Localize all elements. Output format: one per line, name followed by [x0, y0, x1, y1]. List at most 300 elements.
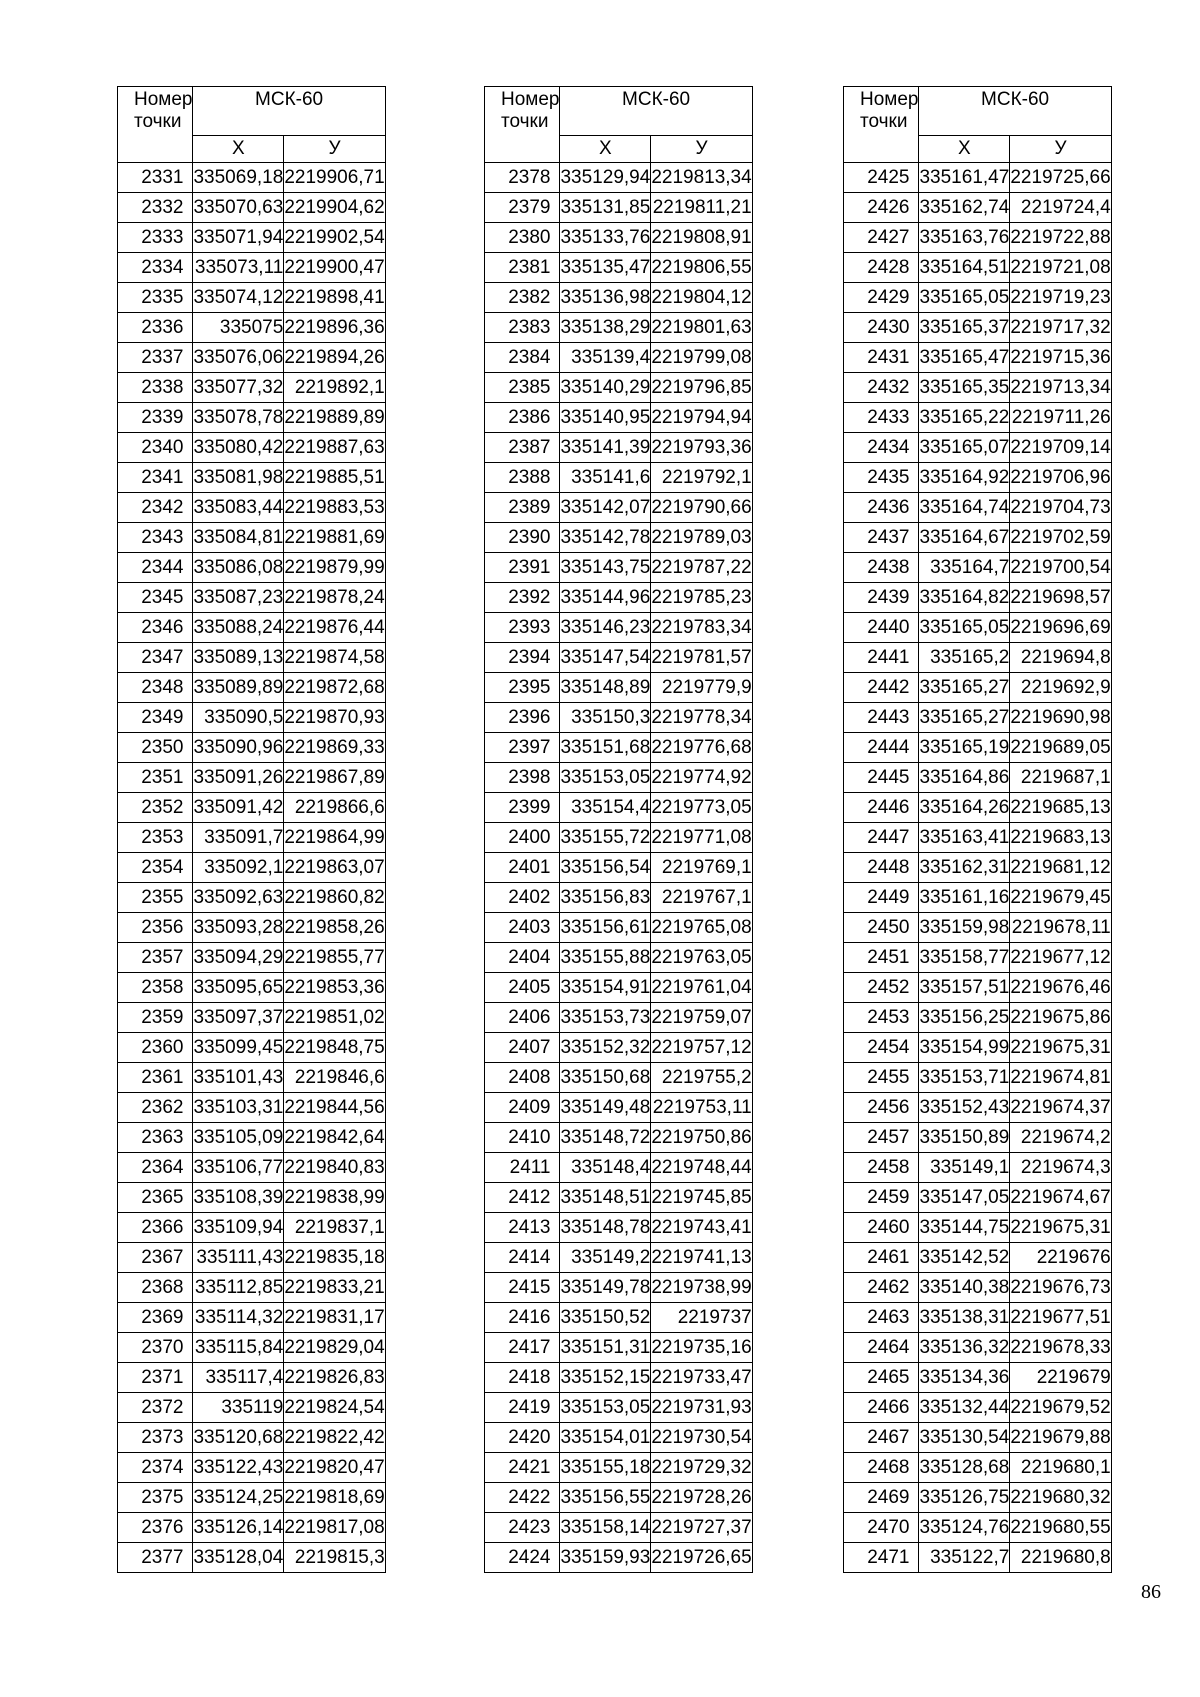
- table-row: [118, 1273, 386, 1303]
- x-coordinate-cell: 335074,12: [193, 283, 284, 313]
- point-number-header: Номер точки: [844, 87, 919, 163]
- y-coordinate-cell: 2219781,57: [651, 643, 752, 673]
- table-row: [485, 463, 753, 493]
- point-number-header: Номер точки: [118, 87, 193, 163]
- table-row: [485, 1333, 753, 1363]
- y-coordinate-cell: 2219704,73: [1010, 493, 1111, 523]
- table-row: [118, 793, 386, 823]
- table-row: [485, 913, 753, 943]
- x-coordinate-cell: 335155,88: [560, 943, 651, 973]
- x-coordinate-cell: 335152,32: [560, 1033, 651, 1063]
- point-number-cell: 2410: [485, 1123, 560, 1153]
- table-row: [485, 433, 753, 463]
- point-number-cell: 2402: [485, 883, 560, 913]
- point-number-cell: 2420: [485, 1423, 560, 1453]
- table-row: [485, 1003, 753, 1033]
- table-row: [118, 1183, 386, 1213]
- y-coordinate-cell: 2219759,07: [651, 1003, 752, 1033]
- y-coordinate-cell: 2219896,36: [284, 313, 385, 343]
- y-coordinate-cell: 2219676: [1010, 1243, 1111, 1273]
- y-coordinate-cell: 2219694,8: [1010, 643, 1111, 673]
- x-coordinate-cell: 335128,68: [919, 1453, 1010, 1483]
- table-row: [844, 673, 1112, 703]
- x-coordinate-cell: 335101,43: [193, 1063, 284, 1093]
- x-coordinate-cell: 335109,94: [193, 1213, 284, 1243]
- x-coordinate-cell: 335128,04: [193, 1543, 284, 1573]
- x-coordinate-cell: 335150,52: [560, 1303, 651, 1333]
- table-row: [844, 763, 1112, 793]
- point-number-cell: 2443: [844, 703, 919, 733]
- point-number-cell: 2366: [118, 1213, 193, 1243]
- table-row: [844, 313, 1112, 343]
- x-coordinate-cell: 335155,18: [560, 1453, 651, 1483]
- x-coordinate-cell: 335165,35: [919, 373, 1010, 403]
- point-number-cell: 2456: [844, 1093, 919, 1123]
- table-row: [118, 1363, 386, 1393]
- table-row: [485, 373, 753, 403]
- y-coordinate-cell: 2219870,93: [284, 703, 385, 733]
- y-coordinate-cell: 2219685,13: [1010, 793, 1111, 823]
- x-coordinate-cell: 335070,63: [193, 193, 284, 223]
- table-row: [118, 1423, 386, 1453]
- x-coordinate-cell: 335150,68: [560, 1063, 651, 1093]
- y-coordinate-cell: 2219883,53: [284, 493, 385, 523]
- y-coordinate-cell: 2219724,4: [1010, 193, 1111, 223]
- x-coordinate-cell: 335117,4: [193, 1363, 284, 1393]
- table-row: [118, 1243, 386, 1273]
- point-number-cell: 2362: [118, 1093, 193, 1123]
- point-number-cell: 2352: [118, 793, 193, 823]
- table-row: [844, 703, 1112, 733]
- y-coordinate-cell: 2219829,04: [284, 1333, 385, 1363]
- coordinate-system-header: МСК-60: [560, 87, 752, 136]
- table-row: [844, 643, 1112, 673]
- point-number-cell: 2342: [118, 493, 193, 523]
- table-row: [118, 1543, 386, 1573]
- point-number-cell: 2369: [118, 1303, 193, 1333]
- point-number-cell: 2365: [118, 1183, 193, 1213]
- point-number-cell: 2470: [844, 1513, 919, 1543]
- table-row: [844, 1153, 1112, 1183]
- table-row: [485, 553, 753, 583]
- table-row: [844, 1303, 1112, 1333]
- point-number-cell: 2436: [844, 493, 919, 523]
- table-row: [844, 1183, 1112, 1213]
- x-coordinate-cell: 335091,26: [193, 763, 284, 793]
- x-coordinate-cell: 335165,2: [919, 643, 1010, 673]
- table-row: [118, 733, 386, 763]
- point-number-cell: 2355: [118, 883, 193, 913]
- x-coordinate-cell: 335148,89: [560, 673, 651, 703]
- x-coordinate-cell: 335090,5: [193, 703, 284, 733]
- x-coordinate-cell: 335165,47: [919, 343, 1010, 373]
- point-number-cell: 2359: [118, 1003, 193, 1033]
- coordinate-table-1: [117, 86, 386, 1573]
- point-number-cell: 2450: [844, 913, 919, 943]
- point-number-cell: 2383: [485, 313, 560, 343]
- point-number-cell: 2374: [118, 1453, 193, 1483]
- table-row: [844, 1003, 1112, 1033]
- y-header: У: [651, 136, 752, 163]
- table-row: [118, 943, 386, 973]
- table-row: [485, 1033, 753, 1063]
- table-row: [118, 883, 386, 913]
- table-row: [118, 223, 386, 253]
- point-number-cell: 2392: [485, 583, 560, 613]
- point-number-cell: 2337: [118, 343, 193, 373]
- table-row: [485, 1213, 753, 1243]
- point-number-cell: 2426: [844, 193, 919, 223]
- table-row: [485, 1273, 753, 1303]
- x-coordinate-cell: 335084,81: [193, 523, 284, 553]
- point-number-cell: 2382: [485, 283, 560, 313]
- point-number-cell: 2411: [485, 1153, 560, 1183]
- x-coordinate-cell: 335149,78: [560, 1273, 651, 1303]
- x-coordinate-cell: 335132,44: [919, 1393, 1010, 1423]
- x-coordinate-cell: 335165,05: [919, 283, 1010, 313]
- table-row: [844, 223, 1112, 253]
- x-coordinate-cell: 335088,24: [193, 613, 284, 643]
- y-coordinate-cell: 2219815,3: [284, 1543, 385, 1573]
- x-coordinate-cell: 335131,85: [560, 193, 651, 223]
- y-coordinate-cell: 2219860,82: [284, 883, 385, 913]
- x-coordinate-cell: 335157,51: [919, 973, 1010, 1003]
- point-number-cell: 2463: [844, 1303, 919, 1333]
- table-row: [118, 193, 386, 223]
- table-row: [844, 1333, 1112, 1363]
- table-row: [118, 463, 386, 493]
- point-number-cell: 2345: [118, 583, 193, 613]
- x-header: Х: [193, 136, 284, 163]
- y-coordinate-cell: 2219838,99: [284, 1183, 385, 1213]
- x-coordinate-cell: 335153,73: [560, 1003, 651, 1033]
- x-coordinate-cell: 335140,95: [560, 403, 651, 433]
- x-coordinate-cell: 335112,85: [193, 1273, 284, 1303]
- point-number-cell: 2385: [485, 373, 560, 403]
- table-row: [485, 1303, 753, 1333]
- table-row: [844, 193, 1112, 223]
- table-row: [118, 973, 386, 1003]
- x-coordinate-cell: 335071,94: [193, 223, 284, 253]
- y-coordinate-cell: 2219680,55: [1010, 1513, 1111, 1543]
- table-row: [485, 643, 753, 673]
- point-number-cell: 2418: [485, 1363, 560, 1393]
- y-coordinate-cell: 2219674,37: [1010, 1093, 1111, 1123]
- x-coordinate-cell: 335099,45: [193, 1033, 284, 1063]
- y-coordinate-cell: 2219822,42: [284, 1423, 385, 1453]
- y-coordinate-cell: 2219674,3: [1010, 1153, 1111, 1183]
- table-row: [844, 403, 1112, 433]
- point-number-cell: 2458: [844, 1153, 919, 1183]
- x-coordinate-cell: 335126,14: [193, 1513, 284, 1543]
- table-row: [844, 1423, 1112, 1453]
- x-coordinate-cell: 335151,68: [560, 733, 651, 763]
- x-coordinate-cell: 335156,54: [560, 853, 651, 883]
- point-number-cell: 2349: [118, 703, 193, 733]
- point-number-cell: 2380: [485, 223, 560, 253]
- x-coordinate-cell: 335077,32: [193, 373, 284, 403]
- x-coordinate-cell: 335140,29: [560, 373, 651, 403]
- point-number-cell: 2460: [844, 1213, 919, 1243]
- point-number-cell: 2338: [118, 373, 193, 403]
- point-number-cell: 2424: [485, 1543, 560, 1573]
- point-number-cell: 2331: [118, 163, 193, 193]
- x-coordinate-cell: 335144,96: [560, 583, 651, 613]
- y-coordinate-cell: 2219874,58: [284, 643, 385, 673]
- y-coordinate-cell: 2219675,31: [1010, 1213, 1111, 1243]
- point-number-cell: 2467: [844, 1423, 919, 1453]
- y-coordinate-cell: 2219683,13: [1010, 823, 1111, 853]
- point-number-cell: 2469: [844, 1483, 919, 1513]
- y-header: У: [1010, 136, 1111, 163]
- table-row: [118, 253, 386, 283]
- x-coordinate-cell: 335092,63: [193, 883, 284, 913]
- point-number-cell: 2346: [118, 613, 193, 643]
- point-number-cell: 2428: [844, 253, 919, 283]
- y-coordinate-cell: 2219848,75: [284, 1033, 385, 1063]
- x-coordinate-cell: 335095,65: [193, 973, 284, 1003]
- table-row: [118, 163, 386, 193]
- y-coordinate-cell: 2219771,08: [651, 823, 752, 853]
- table-row: [485, 823, 753, 853]
- table-row: [485, 1543, 753, 1573]
- y-coordinate-cell: 2219842,64: [284, 1123, 385, 1153]
- x-coordinate-cell: 335155,72: [560, 823, 651, 853]
- point-number-cell: 2388: [485, 463, 560, 493]
- y-coordinate-cell: 2219679: [1010, 1363, 1111, 1393]
- table-row: [118, 553, 386, 583]
- point-number-cell: 2361: [118, 1063, 193, 1093]
- point-number-cell: 2466: [844, 1393, 919, 1423]
- y-coordinate-cell: 2219846,6: [284, 1063, 385, 1093]
- y-coordinate-cell: 2219906,71: [284, 163, 385, 193]
- y-coordinate-cell: 2219689,05: [1010, 733, 1111, 763]
- y-coordinate-cell: 2219806,55: [651, 253, 752, 283]
- x-coordinate-cell: 335165,19: [919, 733, 1010, 763]
- x-coordinate-cell: 335143,75: [560, 553, 651, 583]
- point-number-cell: 2407: [485, 1033, 560, 1063]
- point-number-cell: 2375: [118, 1483, 193, 1513]
- x-coordinate-cell: 335156,55: [560, 1483, 651, 1513]
- point-number-cell: 2451: [844, 943, 919, 973]
- y-coordinate-cell: 2219711,26: [1010, 403, 1111, 433]
- y-coordinate-cell: 2219680,1: [1010, 1453, 1111, 1483]
- x-coordinate-cell: 335129,94: [560, 163, 651, 193]
- point-number-cell: 2433: [844, 403, 919, 433]
- point-number-cell: 2343: [118, 523, 193, 553]
- point-number-cell: 2348: [118, 673, 193, 703]
- point-number-cell: 2471: [844, 1543, 919, 1573]
- table-row: [118, 1123, 386, 1153]
- x-coordinate-cell: 335156,25: [919, 1003, 1010, 1033]
- x-coordinate-cell: 335086,08: [193, 553, 284, 583]
- y-coordinate-cell: 2219676,46: [1010, 973, 1111, 1003]
- x-coordinate-cell: 335158,77: [919, 943, 1010, 973]
- x-coordinate-cell: 335136,98: [560, 283, 651, 313]
- table-row: [844, 523, 1112, 553]
- x-coordinate-cell: 335103,31: [193, 1093, 284, 1123]
- y-coordinate-cell: 2219804,12: [651, 283, 752, 313]
- x-coordinate-cell: 335083,44: [193, 493, 284, 523]
- page-number: 86: [1141, 1581, 1161, 1603]
- x-coordinate-cell: 335152,15: [560, 1363, 651, 1393]
- point-number-cell: 2400: [485, 823, 560, 853]
- table-row: [485, 283, 753, 313]
- table-row: [485, 793, 753, 823]
- point-number-cell: 2437: [844, 523, 919, 553]
- x-coordinate-cell: 335158,14: [560, 1513, 651, 1543]
- y-coordinate-cell: 2219698,57: [1010, 583, 1111, 613]
- point-number-cell: 2425: [844, 163, 919, 193]
- x-coordinate-cell: 335146,23: [560, 613, 651, 643]
- y-coordinate-cell: 2219677,51: [1010, 1303, 1111, 1333]
- x-coordinate-cell: 335073,11: [193, 253, 284, 283]
- table-row: [485, 1123, 753, 1153]
- y-coordinate-cell: 2219676,73: [1010, 1273, 1111, 1303]
- y-coordinate-cell: 2219677,12: [1010, 943, 1111, 973]
- table-row: [118, 1453, 386, 1483]
- point-number-cell: 2427: [844, 223, 919, 253]
- y-coordinate-cell: 2219687,1: [1010, 763, 1111, 793]
- y-coordinate-cell: 2219902,54: [284, 223, 385, 253]
- point-number-cell: 2384: [485, 343, 560, 373]
- point-number-cell: 2341: [118, 463, 193, 493]
- table-row: [844, 1123, 1112, 1153]
- x-coordinate-cell: 335152,43: [919, 1093, 1010, 1123]
- point-number-cell: 2340: [118, 433, 193, 463]
- x-coordinate-cell: 335165,27: [919, 703, 1010, 733]
- x-coordinate-cell: 335148,78: [560, 1213, 651, 1243]
- y-coordinate-cell: 2219735,16: [651, 1333, 752, 1363]
- table-row: [485, 1423, 753, 1453]
- y-coordinate-cell: 2219702,59: [1010, 523, 1111, 553]
- x-coordinate-cell: 335135,47: [560, 253, 651, 283]
- y-coordinate-cell: 2219790,66: [651, 493, 752, 523]
- table-row: [485, 1093, 753, 1123]
- point-number-cell: 2360: [118, 1033, 193, 1063]
- y-coordinate-cell: 2219869,33: [284, 733, 385, 763]
- table-row: [118, 1393, 386, 1423]
- table-row: [485, 193, 753, 223]
- y-coordinate-cell: 2219675,31: [1010, 1033, 1111, 1063]
- y-coordinate-cell: 2219680,32: [1010, 1483, 1111, 1513]
- y-coordinate-cell: 2219881,69: [284, 523, 385, 553]
- y-coordinate-cell: 2219729,32: [651, 1453, 752, 1483]
- x-coordinate-cell: 335069,18: [193, 163, 284, 193]
- point-number-cell: 2398: [485, 763, 560, 793]
- table-row: [118, 1153, 386, 1183]
- x-coordinate-cell: 335149,2: [560, 1243, 651, 1273]
- y-coordinate-cell: 2219863,07: [284, 853, 385, 883]
- y-coordinate-cell: 2219864,99: [284, 823, 385, 853]
- point-number-cell: 2394: [485, 643, 560, 673]
- y-coordinate-cell: 2219793,36: [651, 433, 752, 463]
- x-coordinate-cell: 335087,23: [193, 583, 284, 613]
- x-coordinate-cell: 335164,26: [919, 793, 1010, 823]
- point-number-cell: 2417: [485, 1333, 560, 1363]
- y-coordinate-cell: 2219878,24: [284, 583, 385, 613]
- y-coordinate-cell: 2219778,34: [651, 703, 752, 733]
- y-coordinate-cell: 2219817,08: [284, 1513, 385, 1543]
- x-coordinate-cell: 335106,77: [193, 1153, 284, 1183]
- table-row: [485, 1243, 753, 1273]
- point-number-cell: 2430: [844, 313, 919, 343]
- point-number-cell: 2444: [844, 733, 919, 763]
- point-number-cell: 2339: [118, 403, 193, 433]
- point-number-cell: 2358: [118, 973, 193, 1003]
- x-coordinate-cell: 335115,84: [193, 1333, 284, 1363]
- point-number-cell: 2350: [118, 733, 193, 763]
- table-row: [844, 283, 1112, 313]
- y-coordinate-cell: 2219801,63: [651, 313, 752, 343]
- y-coordinate-cell: 2219748,44: [651, 1153, 752, 1183]
- table-row: [118, 403, 386, 433]
- point-number-cell: 2368: [118, 1273, 193, 1303]
- y-coordinate-cell: 2219889,89: [284, 403, 385, 433]
- y-coordinate-cell: 2219757,12: [651, 1033, 752, 1063]
- x-coordinate-cell: 335078,78: [193, 403, 284, 433]
- point-number-cell: 2429: [844, 283, 919, 313]
- table-row: [485, 1453, 753, 1483]
- x-coordinate-cell: 335130,54: [919, 1423, 1010, 1453]
- point-number-cell: 2438: [844, 553, 919, 583]
- y-coordinate-cell: 2219831,17: [284, 1303, 385, 1333]
- table-row: [844, 343, 1112, 373]
- table-row: [844, 1213, 1112, 1243]
- table-row: [118, 1303, 386, 1333]
- table-row: [485, 1363, 753, 1393]
- table-row: [118, 313, 386, 343]
- x-coordinate-cell: 335153,05: [560, 1393, 651, 1423]
- x-coordinate-cell: 335163,41: [919, 823, 1010, 853]
- table-row: [485, 493, 753, 523]
- y-coordinate-cell: 2219787,22: [651, 553, 752, 583]
- y-coordinate-cell: 2219679,88: [1010, 1423, 1111, 1453]
- x-coordinate-cell: 335165,22: [919, 403, 1010, 433]
- y-coordinate-cell: 2219844,56: [284, 1093, 385, 1123]
- point-number-cell: 2354: [118, 853, 193, 883]
- point-number-cell: 2461: [844, 1243, 919, 1273]
- table-row: [844, 823, 1112, 853]
- x-coordinate-cell: 335089,89: [193, 673, 284, 703]
- y-coordinate-cell: 2219733,47: [651, 1363, 752, 1393]
- point-number-cell: 2405: [485, 973, 560, 1003]
- x-coordinate-cell: 335150,89: [919, 1123, 1010, 1153]
- table-row: [485, 1393, 753, 1423]
- y-coordinate-cell: 2219866,6: [284, 793, 385, 823]
- y-coordinate-cell: 2219753,11: [651, 1093, 752, 1123]
- point-number-cell: 2435: [844, 463, 919, 493]
- table-row: [844, 373, 1112, 403]
- table-row: [118, 1513, 386, 1543]
- x-coordinate-cell: 335120,68: [193, 1423, 284, 1453]
- x-coordinate-cell: 335081,98: [193, 463, 284, 493]
- x-coordinate-cell: 335094,29: [193, 943, 284, 973]
- x-header: Х: [560, 136, 651, 163]
- point-number-cell: 2415: [485, 1273, 560, 1303]
- y-coordinate-cell: 2219730,54: [651, 1423, 752, 1453]
- coordinate-table-3: [843, 86, 1112, 1573]
- y-coordinate-cell: 2219789,03: [651, 523, 752, 553]
- x-coordinate-cell: 335122,7: [919, 1543, 1010, 1573]
- x-coordinate-cell: 335164,82: [919, 583, 1010, 613]
- y-coordinate-cell: 2219725,66: [1010, 163, 1111, 193]
- x-coordinate-cell: 335139,4: [560, 343, 651, 373]
- table-row: [844, 1093, 1112, 1123]
- x-coordinate-cell: 335164,92: [919, 463, 1010, 493]
- point-number-cell: 2372: [118, 1393, 193, 1423]
- point-number-cell: 2440: [844, 613, 919, 643]
